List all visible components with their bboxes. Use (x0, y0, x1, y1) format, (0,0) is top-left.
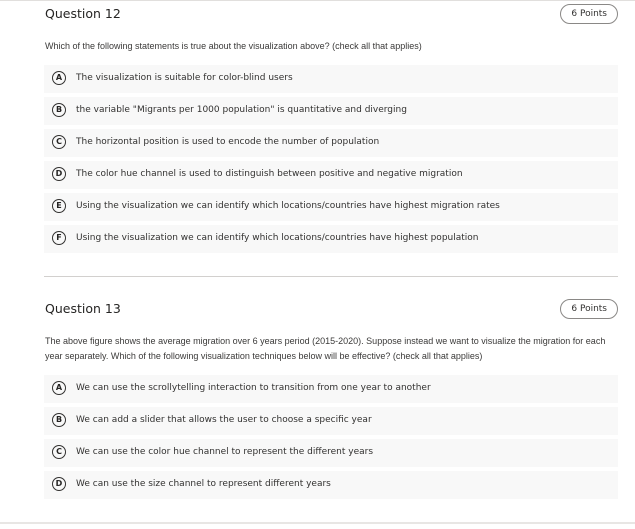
option-letter-f-icon: F (52, 231, 66, 245)
question-13-header (44, 297, 618, 321)
option-letter-c-icon: C (52, 135, 66, 149)
option-label: We can use the scrollytelling interaction to transition from one year to another (76, 383, 431, 393)
question-13-option-b[interactable] (44, 407, 618, 435)
option-label: The color hue channel is used to distinguish between positive and negative migration (76, 169, 463, 179)
question-divider (44, 276, 618, 277)
question-13-option-a[interactable] (44, 375, 618, 403)
option-letter-b-icon: B (52, 103, 66, 117)
question-12-options (44, 65, 618, 257)
option-label: The visualization is suitable for color-blind users (76, 73, 293, 83)
option-letter-e-icon: E (52, 199, 66, 213)
option-letter-a-icon: A (52, 381, 66, 395)
question-13-title: Question 13 (45, 301, 121, 316)
question-12-option-d[interactable] (44, 161, 618, 189)
question-12-title: Question 12 (45, 6, 121, 21)
top-border (0, 0, 635, 1)
question-12-points-badge: 6 Points (560, 4, 618, 24)
question-13-points-badge: 6 Points (560, 299, 618, 319)
option-label: the variable "Migrants per 1000 population" is quantitative and diverging (76, 105, 407, 115)
question-12 (44, 2, 618, 26)
question-12-option-a[interactable] (44, 65, 618, 93)
question-12-option-c[interactable] (44, 129, 618, 157)
bottom-divider (0, 522, 635, 524)
question-12-option-e[interactable] (44, 193, 618, 221)
question-13-option-d[interactable] (44, 471, 618, 499)
question-12-text: Which of the following statements is true about the visualization above? (check all that applies) (45, 41, 422, 51)
option-label: Using the visualization we can identify which locations/countries have highest migration rates (76, 201, 500, 211)
option-letter-c-icon: C (52, 445, 66, 459)
question-12-option-f[interactable] (44, 225, 618, 253)
option-letter-b-icon: B (52, 413, 66, 427)
option-label: We can use the color hue channel to represent the different years (76, 447, 374, 457)
question-13-option-c[interactable] (44, 439, 618, 467)
option-label: Using the visualization we can identify which locations/countries have highest population (76, 233, 479, 243)
question-12-header (44, 2, 618, 26)
option-letter-d-icon: D (52, 167, 66, 181)
option-label: We can use the size channel to represent different years (76, 479, 331, 489)
question-13 (44, 297, 618, 321)
question-13-text: The above figure shows the average migration over 6 years period (2015-2020). Suppose instead we want to visualize the migration for each year separately. Which of the following visualization techniques below will be effective? (check all that applies) (45, 336, 606, 361)
option-label: We can add a slider that allows the user to choose a specific year (76, 415, 372, 425)
question-13-options (44, 375, 618, 503)
question-12-option-b[interactable] (44, 97, 618, 125)
option-letter-a-icon: A (52, 71, 66, 85)
option-label: The horizontal position is used to encode the number of population (76, 137, 380, 147)
option-letter-d-icon: D (52, 477, 66, 491)
